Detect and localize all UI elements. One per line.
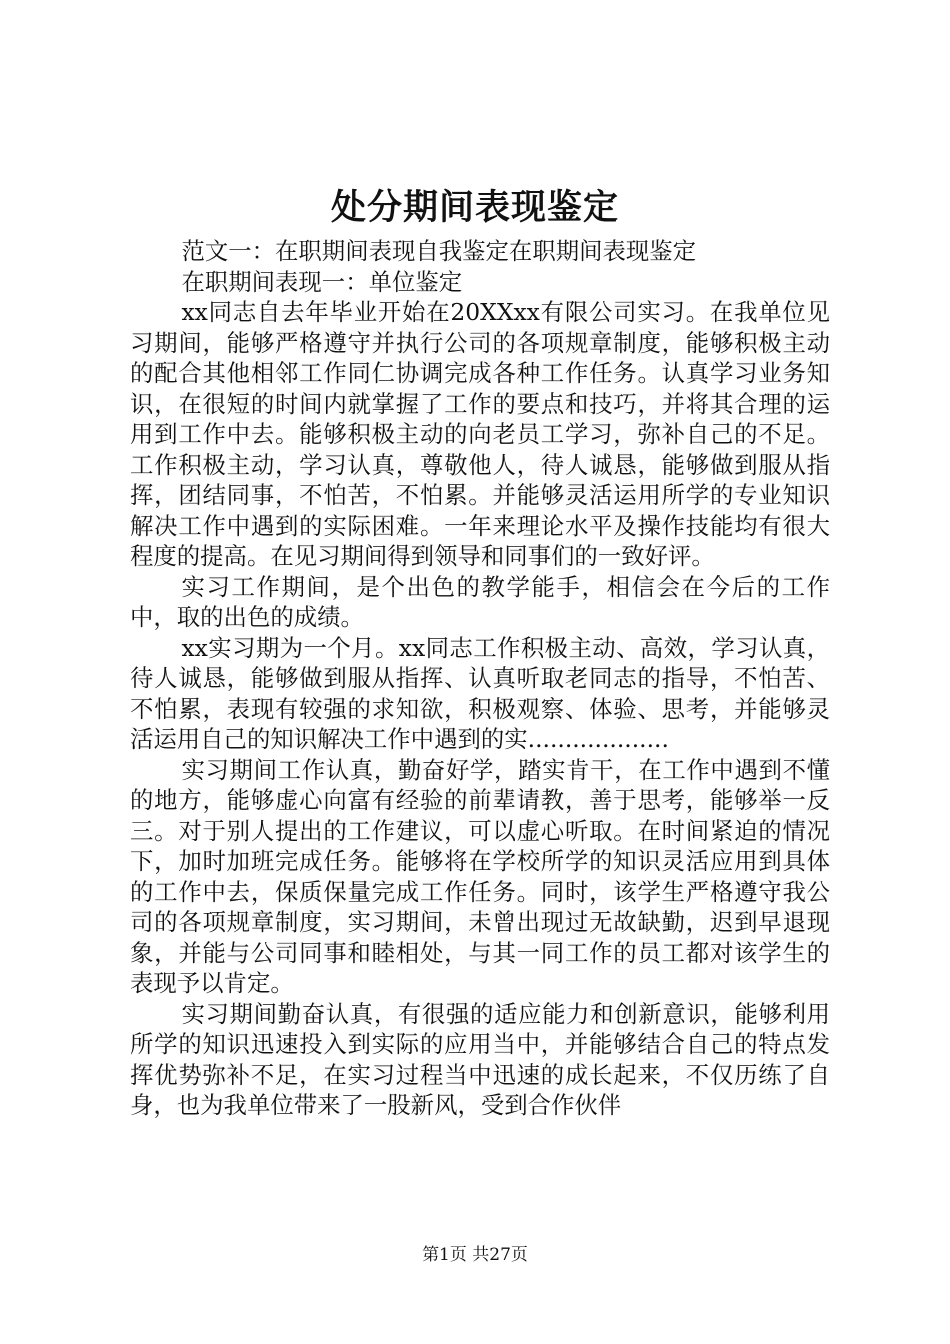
page-footer: 第1页 共27页: [422, 1245, 528, 1265]
paragraph-1: 范文一：在职期间表现自我鉴定在职期间表现鉴定: [181, 237, 697, 265]
document-body: [130, 236, 830, 1121]
paragraph-7: 实习期间勤奋认真，有很强的适应能力和创新意识，能够利用所学的知识迅速投入到实际的应用当中，并能够结合自己的特点发挥优势弥补不足，在实习过程当中迅速的成长起来，不仅历练了自身，也为我单位带来了一股新风，受到合作伙伴: [130, 999, 830, 1119]
paragraph-2: 在职期间表现一：单位鉴定: [181, 267, 463, 296]
paragraph-5: xx实习期为一个月。xx同志工作积极主动、高效，学习认真，待人诚恳，能够做到服从指挥、认真听取老同志的指导，不怕苦、不怕累，表现有较强的求知欲，积极观察、体验、思考，并能够灵活运用自己的知识解决工作中遇到的实...................: [130, 633, 830, 753]
paragraph-3: xx同志自去年毕业开始在20XXxx有限公司实习。在我单位见习期间，能够严格遵守并执行公司的各项规章制度，能够积极主动的配合其他相邻工作同仁协调完成各种工作任务。认真学习业务知识，在很短的时间内就掌握了工作的要点和技巧，并将其合理的运用到工作中去。能够积极主动的向老员工学习，弥补自己的不足。工作积极主动，学习认真，尊敬他人，待人诚恳，能够做到服从指挥，团结同事，不怕苦，不怕累。并能够灵活运用所学的专业知识解决工作中遇到的实际困难。一年来理论水平及操作技能均有很大程度的提高。在见习期间得到领导和同事们的一致好评。: [130, 298, 830, 570]
paragraph-6: 实习期间工作认真，勤奋好学，踏实肯干，在工作中遇到不懂的地方，能够虚心向富有经验的前辈请教，善于思考，能够举一反三。对于别人提出的工作建议，可以虚心听取。在时间紧迫的情况下，加时加班完成任务。能够将在学校所学的知识灵活应用到具体的工作中去，保质保量完成工作任务。同时，该学生严格遵守我公司的各项规章制度，实习期间，未曾出现过无故缺勤，迟到早退现象，并能与公司同事和睦相处，与其一同工作的员工都对该学生的表现予以肯定。: [130, 755, 830, 997]
paragraph-4: 实习工作期间，是个出色的教学能手，相信会在今后的工作中，取的出色的成绩。: [130, 572, 830, 631]
document-title: 处分期间表现鉴定: [330, 187, 619, 228]
